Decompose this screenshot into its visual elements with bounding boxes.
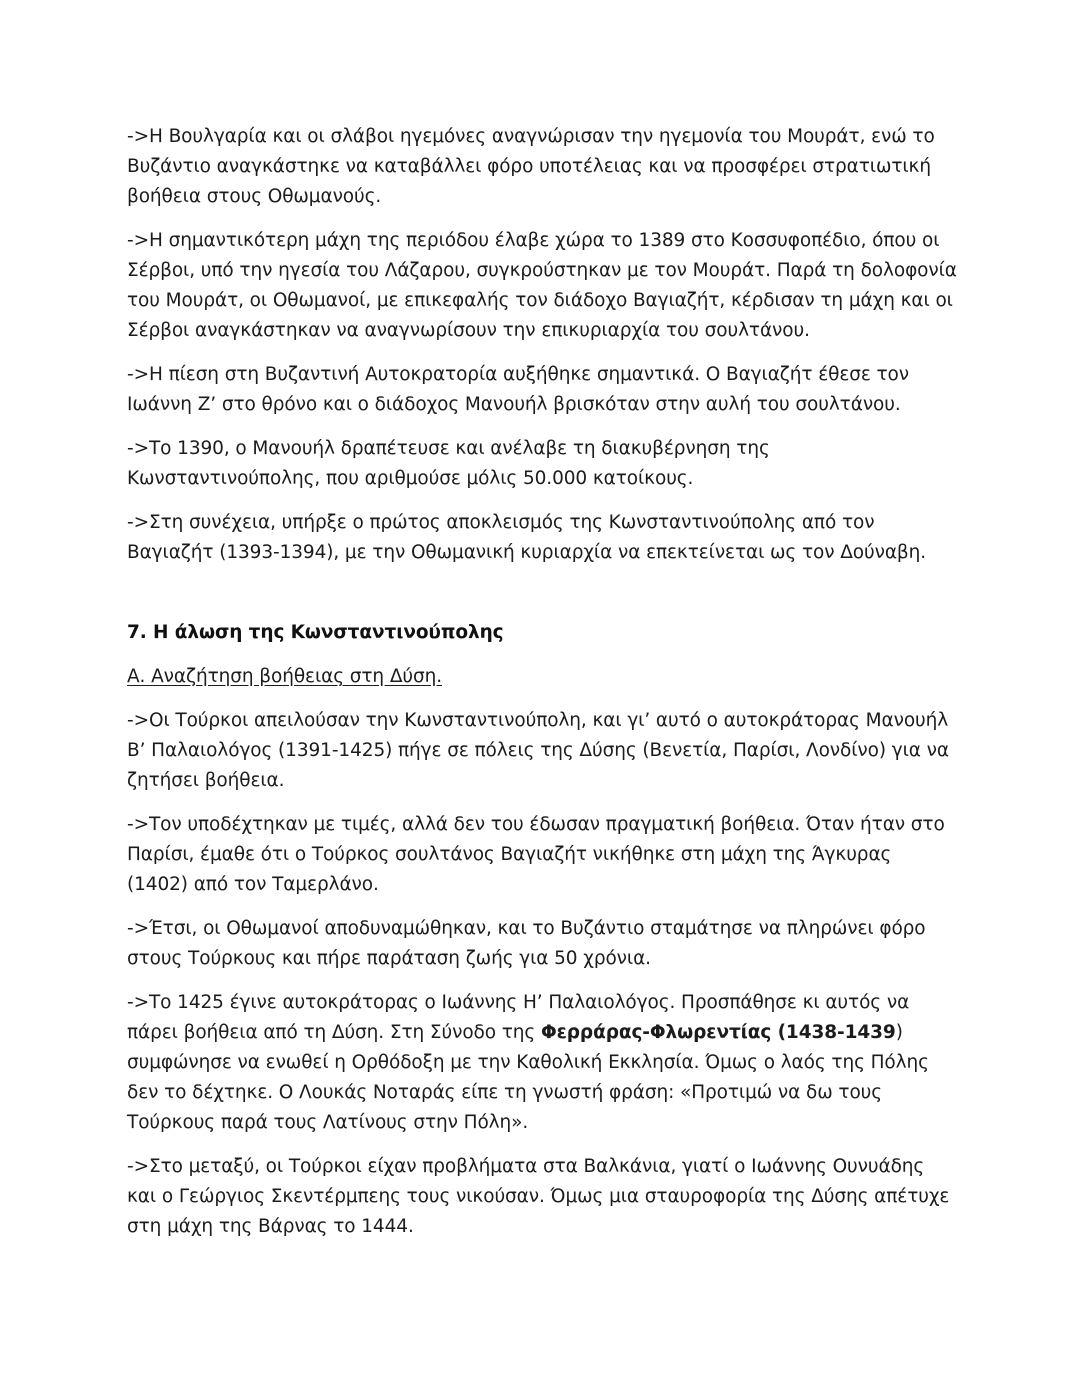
paragraph-manuel-west: ->Οι Τούρκοι απειλούσαν την Κωνσταντινούπολη, και γι’ αυτό ο αυτοκράτορας Μανουήλ Β’ Παλαιολόγος (1391-1425) πήγε σε πόλεις της Δύσης (Βενετία, Παρίσι, Λονδίνο) για να ζητήσει βοήθεια. — [127, 710, 949, 791]
paragraph-first-siege: ->Στη συνέχεια, υπήρξε ο πρώτος αποκλεισμός της Κωνσταντινούπολης από τον Βαγιαζήτ (1393-1394), με την Οθωμανική κυριαρχία να επεκτείνεται ως τον Δούναβη. — [127, 512, 927, 563]
paragraph-manuel-1390: ->Το 1390, ο Μανουήλ δραπέτευσε και ανέλαβε τη διακυβέρνηση της Κωνσταντινούπολης, που αριθμούσε μόλις 50.000 κατοίκους. — [127, 438, 770, 489]
subheading: Α. Αναζήτηση βοήθειας στη Δύση. — [127, 666, 443, 687]
council-text-after: ) συμφώνησε να ενωθεί η Ορθόδοξη με την Καθολική Εκκλησία. Όμως ο λαός της Πόλης δεν το δέχτηκε. Ο Λουκάς Νοταράς είπε τη γνωστή φράση: «Προτιμώ να δω τους Τούρκους παρά τους Λατίνους στην Πόλη». — [127, 1022, 929, 1133]
document-body — [127, 122, 957, 1256]
paragraph-bulgaria: ->Η Βουλγαρία και οι σλάβοι ηγεμόνες αναγνώρισαν την ηγεμονία του Μουράτ, ενώ το Βυζάντιο αναγκάστηκε να καταβάλλει φόρο υποτέλειας και να προσφέρει στρατιωτική βοήθεια στους Οθωμανούς. — [127, 126, 935, 207]
section-heading: 7. Η άλωση της Κωνσταντινούπολης — [127, 622, 504, 643]
council-bold-text: Φερράρας-Φλωρεντίας (1438-1439 — [540, 1022, 896, 1043]
paragraph-ottomans-weakened: ->Έτσι, οι Οθωμανοί αποδυναμώθηκαν, και το Βυζάντιο σταμάτησε να πληρώνει φόρο στους Τούρκους και πήρε παράταση ζωής για 50 χρόνια. — [127, 918, 926, 969]
paragraph-varna-battle: ->Στο μεταξύ, οι Τούρκοι είχαν προβλήματα στα Βαλκάνια, γιατί ο Ιωάννης Ουνυάδης και ο Γεώργιος Σκεντέρμπεης τους νικούσαν. Όμως μια σταυροφορία της Δύσης απέτυχε στη μάχη της Βάρνας το 1444. — [127, 1156, 950, 1237]
paragraph-pressure-byzantium: ->Η πίεση στη Βυζαντινή Αυτοκρατορία αυξήθηκε σημαντικά. Ο Βαγιαζήτ έθεσε τον Ιωάννη Ζ’ στο θρόνο και ο διάδοχος Μανουήλ βρισκόταν στην αυλή του σουλτάνου. — [127, 364, 910, 415]
paragraph-kosovo-battle: ->Η σημαντικότερη μάχη της περιόδου έλαβε χώρα το 1389 στο Κοσσυφοπέδιο, όπου οι Σέρβοι, υπό την ηγεσία του Λάζαρου, συγκρούστηκαν με τον Μουράτ. Παρά τη δολοφονία του Μουράτ, οι Οθωμανοί, με επικεφαλής τον διάδοχο Βαγιαζήτ, κέρδισαν τη μάχη και οι Σέρβοι αναγκάστηκαν να αναγνωρίσουν την επικυριαρχία του σουλτάνου. — [127, 230, 957, 341]
council-text-before: ->Το 1425 έγινε αυτοκράτορας ο Ιωάννης Η’ Παλαιολόγος. Προσπάθησε κι αυτός να πάρει βοήθεια από τη Δύση. Στη Σύνοδο της — [127, 992, 910, 1043]
paragraph-council-florence — [127, 988, 957, 1138]
paragraph-ankara-battle: ->Τον υποδέχτηκαν με τιμές, αλλά δεν του έδωσαν πραγματική βοήθεια. Όταν ήταν στο Παρίσι, έμαθε ότι ο Τούρκος σουλτάνος Βαγιαζήτ νικήθηκε στη μάχη της Άγκυρας (1402) από τον Ταμερλάνο. — [127, 814, 945, 895]
